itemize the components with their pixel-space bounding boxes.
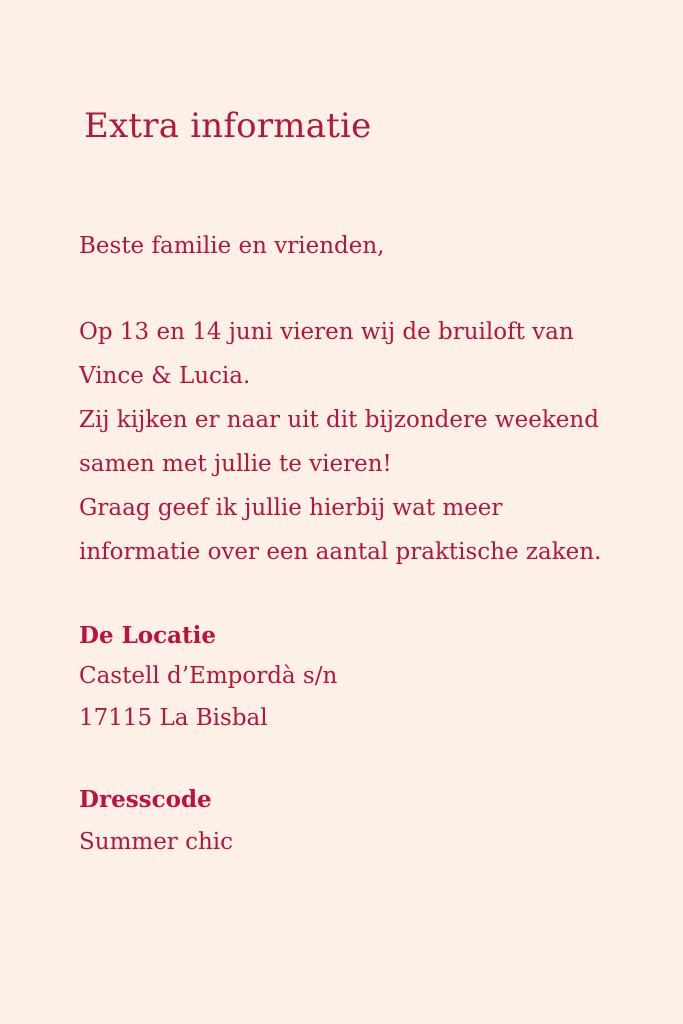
intro-paragraph xyxy=(79,310,659,574)
dresscode-value: Summer chic xyxy=(79,829,234,855)
page-title: Extra informatie xyxy=(84,106,372,146)
intro-line: Op 13 en 14 juni vieren wij de bruiloft van xyxy=(79,319,574,345)
intro-line: Zij kijken er naar uit dit bijzondere weekend xyxy=(79,407,599,433)
address-line: Castell d’Empordà s/n xyxy=(79,663,338,689)
intro-line: Vince & Lucia. xyxy=(79,363,251,389)
address-line: 17115 La Bisbal xyxy=(79,705,268,731)
intro-line: informatie over een aantal praktische zaken. xyxy=(79,539,602,565)
intro-line: samen met jullie te vieren! xyxy=(79,451,392,477)
dresscode-heading: Dresscode xyxy=(79,786,212,813)
location-heading: De Locatie xyxy=(79,622,217,649)
location-address xyxy=(79,655,659,739)
intro-line: Graag geef ik jullie hierbij wat meer xyxy=(79,495,503,521)
greeting-text: Beste familie en vrienden, xyxy=(79,233,385,259)
